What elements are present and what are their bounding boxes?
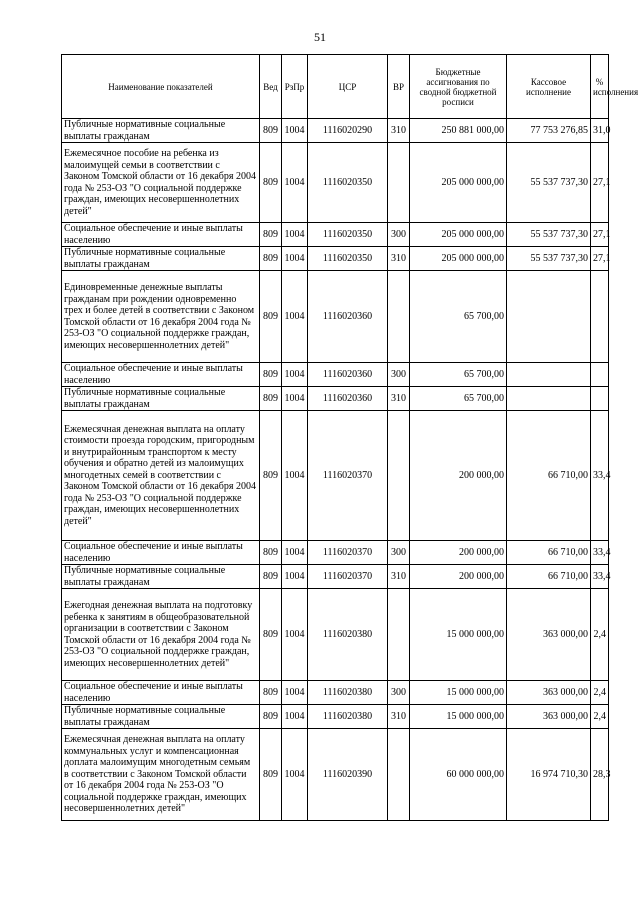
row-rzpr: 1004 bbox=[282, 223, 308, 247]
row-cash-execution: 55 537 737,30 bbox=[507, 143, 591, 223]
row-percent: 2,4 bbox=[591, 589, 609, 681]
row-name: Ежегодная денежная выплата на подготовку ребенка к занятиям в общеобразовательной организации в соответствии с Законом Томской области от 16 декабря 2004 года № 253-ОЗ "О социальной поддержке граждан, имеющих несовершеннолетних детей" bbox=[62, 589, 260, 681]
row-csr: 1116020360 bbox=[308, 363, 388, 387]
row-percent: 27,1 bbox=[591, 247, 609, 271]
row-ved: 809 bbox=[260, 119, 282, 143]
row-assignments: 60 000 000,00 bbox=[410, 729, 507, 821]
page-number: 51 bbox=[314, 30, 326, 44]
row-assignments: 205 000 000,00 bbox=[410, 247, 507, 271]
row-csr: 1116020350 bbox=[308, 143, 388, 223]
row-rzpr: 1004 bbox=[282, 705, 308, 729]
row-csr: 1116020380 bbox=[308, 589, 388, 681]
row-vr: 300 bbox=[388, 681, 410, 705]
header-ved: Вед bbox=[260, 55, 282, 119]
row-rzpr: 1004 bbox=[282, 271, 308, 363]
budget-execution-table bbox=[61, 54, 639, 821]
row-cash-execution: 55 537 737,30 bbox=[507, 223, 591, 247]
row-percent bbox=[591, 363, 609, 387]
row-percent: 27,1 bbox=[591, 143, 609, 223]
row-name: Ежемесячное пособие на ребенка из малоимущей семьи в соответствии с Законом Томской области от 16 декабря 2004 года № 253-ОЗ "О социальной поддержке граждан, имеющих несовершеннолетних детей" bbox=[62, 143, 260, 223]
row-cash-execution bbox=[507, 271, 591, 363]
row-vr bbox=[388, 589, 410, 681]
row-ved: 809 bbox=[260, 541, 282, 565]
row-vr bbox=[388, 411, 410, 541]
row-name: Публичные нормативные социальные выплаты гражданам bbox=[62, 247, 260, 271]
row-vr: 310 bbox=[388, 387, 410, 411]
row-vr: 300 bbox=[388, 363, 410, 387]
row-percent: 33,4 bbox=[591, 541, 609, 565]
row-rzpr: 1004 bbox=[282, 119, 308, 143]
row-cash-execution: 66 710,00 bbox=[507, 541, 591, 565]
row-rzpr: 1004 bbox=[282, 143, 308, 223]
row-ved: 809 bbox=[260, 729, 282, 821]
row-assignments: 15 000 000,00 bbox=[410, 589, 507, 681]
row-vr: 310 bbox=[388, 565, 410, 589]
row-rzpr: 1004 bbox=[282, 387, 308, 411]
header-percent: % исполнения bbox=[591, 55, 609, 119]
row-ved: 809 bbox=[260, 387, 282, 411]
row-assignments: 15 000 000,00 bbox=[410, 705, 507, 729]
row-name: Ежемесячная денежная выплата на оплату коммунальных услуг и компенсационная доплата малоимущим многодетным семьям в соответствии с Законом Томской области от 16 декабря 2004 года № 253-ОЗ "О социальной поддержке граждан, имеющих несовершеннолетних детей" bbox=[62, 729, 260, 821]
row-ved: 809 bbox=[260, 363, 282, 387]
table-row bbox=[62, 143, 609, 223]
table-row bbox=[62, 681, 609, 705]
row-name: Публичные нормативные социальные выплаты гражданам bbox=[62, 387, 260, 411]
row-cash-execution: 363 000,00 bbox=[507, 681, 591, 705]
table-row bbox=[62, 729, 609, 821]
row-vr: 300 bbox=[388, 223, 410, 247]
header-rzpr: РзПр bbox=[282, 55, 308, 119]
row-cash-execution: 66 710,00 bbox=[507, 565, 591, 589]
row-cash-execution: 363 000,00 bbox=[507, 705, 591, 729]
row-rzpr: 1004 bbox=[282, 411, 308, 541]
row-percent bbox=[591, 387, 609, 411]
row-name: Единовременные денежные выплаты гражданам при рождении одновременно трех и более детей в соответствии с Законом Томской области от 16 декабря 2004 года № 253-ОЗ "О социальной поддержке граждан, имеющих несовершеннолетних детей" bbox=[62, 271, 260, 363]
table-header-row bbox=[62, 55, 609, 119]
row-csr: 1116020290 bbox=[308, 119, 388, 143]
row-rzpr: 1004 bbox=[282, 565, 308, 589]
row-assignments: 205 000 000,00 bbox=[410, 223, 507, 247]
row-assignments: 15 000 000,00 bbox=[410, 681, 507, 705]
row-vr bbox=[388, 143, 410, 223]
table-row bbox=[62, 411, 609, 541]
row-csr: 1116020370 bbox=[308, 541, 388, 565]
row-csr: 1116020350 bbox=[308, 247, 388, 271]
table-row bbox=[62, 119, 609, 143]
row-cash-execution: 66 710,00 bbox=[507, 411, 591, 541]
table-row bbox=[62, 589, 609, 681]
row-percent: 33,4 bbox=[591, 411, 609, 541]
table-row bbox=[62, 541, 609, 565]
row-rzpr: 1004 bbox=[282, 247, 308, 271]
row-ved: 809 bbox=[260, 705, 282, 729]
row-vr bbox=[388, 271, 410, 363]
row-cash-execution: 363 000,00 bbox=[507, 589, 591, 681]
row-assignments: 200 000,00 bbox=[410, 565, 507, 589]
row-name: Социальное обеспечение и иные выплаты населению bbox=[62, 681, 260, 705]
row-percent: 2,4 bbox=[591, 705, 609, 729]
row-csr: 1116020360 bbox=[308, 271, 388, 363]
row-vr: 300 bbox=[388, 541, 410, 565]
row-cash-execution bbox=[507, 363, 591, 387]
row-ved: 809 bbox=[260, 411, 282, 541]
row-csr: 1116020350 bbox=[308, 223, 388, 247]
row-rzpr: 1004 bbox=[282, 589, 308, 681]
table-row bbox=[62, 363, 609, 387]
table-body bbox=[62, 119, 609, 821]
row-assignments: 200 000,00 bbox=[410, 541, 507, 565]
row-name: Социальное обеспечение и иные выплаты населению bbox=[62, 363, 260, 387]
row-ved: 809 bbox=[260, 565, 282, 589]
row-assignments: 205 000 000,00 bbox=[410, 143, 507, 223]
row-rzpr: 1004 bbox=[282, 363, 308, 387]
row-rzpr: 1004 bbox=[282, 681, 308, 705]
row-ved: 809 bbox=[260, 247, 282, 271]
row-name: Публичные нормативные социальные выплаты гражданам bbox=[62, 565, 260, 589]
row-csr: 1116020390 bbox=[308, 729, 388, 821]
row-name: Социальное обеспечение и иные выплаты населению bbox=[62, 541, 260, 565]
table-row bbox=[62, 247, 609, 271]
row-csr: 1116020380 bbox=[308, 705, 388, 729]
row-assignments: 200 000,00 bbox=[410, 411, 507, 541]
row-assignments: 65 700,00 bbox=[410, 363, 507, 387]
row-percent: 31,0 bbox=[591, 119, 609, 143]
row-csr: 1116020370 bbox=[308, 565, 388, 589]
row-name: Публичные нормативные социальные выплаты гражданам bbox=[62, 705, 260, 729]
row-csr: 1116020380 bbox=[308, 681, 388, 705]
row-name: Ежемесячная денежная выплата на оплату стоимости проезда городским, пригородным и внутрирайонным транспортом к месту обучения и обратно детей из малоимущих многодетных семей в соответствии с Законом Томской области от 16 декабря 2004 года № 253-ОЗ "О социальной поддержке граждан, имеющих несовершеннолетних детей" bbox=[62, 411, 260, 541]
row-vr: 310 bbox=[388, 705, 410, 729]
row-cash-execution: 77 753 276,85 bbox=[507, 119, 591, 143]
header-csr: ЦСР bbox=[308, 55, 388, 119]
header-cash-execution: Кассовое исполнение bbox=[507, 55, 591, 119]
row-ved: 809 bbox=[260, 681, 282, 705]
header-name: Наименование показателей bbox=[62, 55, 260, 119]
table-row bbox=[62, 565, 609, 589]
row-cash-execution: 55 537 737,30 bbox=[507, 247, 591, 271]
row-ved: 809 bbox=[260, 271, 282, 363]
row-ved: 809 bbox=[260, 223, 282, 247]
row-percent: 28,3 bbox=[591, 729, 609, 821]
row-name: Социальное обеспечение и иные выплаты населению bbox=[62, 223, 260, 247]
row-percent: 27,1 bbox=[591, 223, 609, 247]
row-rzpr: 1004 bbox=[282, 729, 308, 821]
table-row bbox=[62, 271, 609, 363]
row-cash-execution bbox=[507, 387, 591, 411]
table-row bbox=[62, 387, 609, 411]
row-rzpr: 1004 bbox=[282, 541, 308, 565]
row-percent: 33,4 bbox=[591, 565, 609, 589]
row-name: Публичные нормативные социальные выплаты гражданам bbox=[62, 119, 260, 143]
row-assignments: 65 700,00 bbox=[410, 271, 507, 363]
row-vr bbox=[388, 729, 410, 821]
row-vr: 310 bbox=[388, 119, 410, 143]
table-row bbox=[62, 705, 609, 729]
row-ved: 809 bbox=[260, 143, 282, 223]
row-percent: 2,4 bbox=[591, 681, 609, 705]
table-row bbox=[62, 223, 609, 247]
header-vr: ВР bbox=[388, 55, 410, 119]
row-cash-execution: 16 974 710,30 bbox=[507, 729, 591, 821]
header-assignments: Бюджетные ассигнования по сводной бюджетной росписи bbox=[410, 55, 507, 119]
row-ved: 809 bbox=[260, 589, 282, 681]
row-assignments: 250 881 000,00 bbox=[410, 119, 507, 143]
row-vr: 310 bbox=[388, 247, 410, 271]
row-csr: 1116020370 bbox=[308, 411, 388, 541]
row-csr: 1116020360 bbox=[308, 387, 388, 411]
row-percent bbox=[591, 271, 609, 363]
row-assignments: 65 700,00 bbox=[410, 387, 507, 411]
